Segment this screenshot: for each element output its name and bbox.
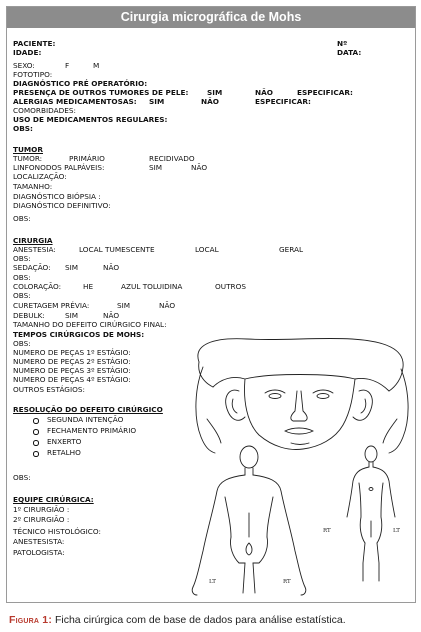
field-diagnostico-pre: DIAGNÓSTICO PRÉ OPERATÓRIO: <box>13 79 148 88</box>
form-title: Cirurgia micrográfica de Mohs <box>7 7 415 28</box>
front-body-drawing <box>347 446 395 581</box>
figure-caption <box>9 614 346 626</box>
field-cirurgiao-2: 2º CIRURGIÃO : <box>13 515 70 524</box>
field-patologista: PATOLOGISTA: <box>13 548 65 557</box>
tumor-heading: TUMOR <box>13 145 43 154</box>
head-map-drawing <box>196 338 408 453</box>
field-tamanho-defeito: TAMANHO DO DEFEITO CIRÚRGICO FINAL: <box>13 320 167 329</box>
field-alergias: ALERGIAS MEDICAMENTOSAS: <box>13 97 137 106</box>
option-azul-toluidina: AZUL TOLUIDINA <box>121 282 183 291</box>
option-presenca-sim: SIM <box>207 88 223 97</box>
field-anestesista: ANESTESISTA: <box>13 537 65 546</box>
option-enxerto: ENXERTO <box>47 437 82 446</box>
field-cirurgiao-1: 1º CIRURGIÃO : <box>13 505 70 514</box>
field-outros-estagios: OUTROS ESTÁGIOS: <box>13 385 85 394</box>
option-linfonodos-nao: NÃO <box>191 163 208 172</box>
field-data: DATA: <box>337 48 362 57</box>
option-sexo-m: M <box>93 61 100 70</box>
field-resolucao-obs: OBS: <box>13 473 31 482</box>
option-local-tumescente: LOCAL TUMESCENTE <box>79 245 155 254</box>
field-diagnostico-definitivo: DIAGNÓSTICO DEFINITIVO: <box>13 201 111 210</box>
field-tempos-cirurgicos: TEMPOS CIRÚRGICOS DE MOHS: <box>13 330 145 339</box>
option-segunda-intencao: SEGUNDA INTENÇÃO <box>47 415 124 424</box>
field-localizacao: LOCALIZAÇÃO: <box>13 172 67 181</box>
field-tempos-obs: OBS: <box>13 339 31 348</box>
field-paciente: PACIENTE: <box>13 39 56 48</box>
field-anestesia: ANESTESIA: <box>13 245 56 254</box>
field-anestesia-obs: OBS: <box>13 254 31 263</box>
label-lt-back: LT <box>209 579 216 585</box>
resolucao-heading: RESOLUÇÃO DO DEFEITO CIRÚRGICO <box>13 405 163 414</box>
option-local: LOCAL <box>195 245 219 254</box>
cirurgia-heading: CIRURGIA <box>13 236 53 245</box>
option-fechamento-primario: FECHAMENTO PRIMÁRIO <box>47 426 137 435</box>
option-primario: PRIMÁRIO <box>69 154 105 163</box>
back-body-drawing <box>192 446 306 595</box>
option-linfonodos-sim: SIM <box>149 163 163 172</box>
field-pecas-1: NUMERO DE PEÇAS 1º ESTÁGIO: <box>13 348 131 357</box>
field-fototipo: FOTOTIPO: <box>13 70 53 79</box>
field-debulk: DEBULK: <box>13 311 45 320</box>
field-idade: IDADE: <box>13 48 42 57</box>
field-coloracao-obs: OBS: <box>13 291 31 300</box>
form-frame <box>6 6 416 603</box>
option-he: HE <box>83 282 94 291</box>
field-sexo: SEXO: <box>13 61 35 70</box>
field-tumor-obs: OBS: <box>13 214 31 223</box>
option-debulk-sim: SIM <box>65 311 79 320</box>
field-comorbidades: COMORBIDADES: <box>13 106 76 115</box>
field-pecas-4: NUMERO DE PEÇAS 4º ESTÁGIO: <box>13 375 131 384</box>
field-curetagem: CURETAGEM PRÉVIA: <box>13 301 90 310</box>
option-sexo-f: F <box>65 61 70 70</box>
option-alergias-sim: SIM <box>149 97 165 106</box>
field-sedacao-obs: OBS: <box>13 273 31 282</box>
label-lt-small: LT <box>393 528 400 534</box>
equipe-heading: EQUIPE CIRÚRGICA: <box>13 495 94 504</box>
option-curetagem-nao: NÃO <box>159 301 176 310</box>
field-tecnico-histologico: TÉCNICO HISTOLÓGICO: <box>13 527 101 536</box>
field-pecas-3: NUMERO DE PEÇAS 3º ESTÁGIO: <box>13 366 131 375</box>
field-tamanho: TAMANHO: <box>13 182 53 191</box>
option-recidivado: RECIDIVADO <box>149 154 195 163</box>
label-rt-small: RT <box>323 528 331 534</box>
field-tumor: TUMOR: <box>13 154 43 163</box>
option-debulk-nao: NÃO <box>103 311 120 320</box>
field-sedacao: SEDAÇÃO: <box>13 263 51 272</box>
option-outros: OUTROS <box>215 282 246 291</box>
field-uso-medicamentos: USO DE MEDICAMENTOS REGULARES: <box>13 115 168 124</box>
option-curetagem-sim: SIM <box>117 301 131 310</box>
option-presenca-nao: NÃO <box>255 88 273 97</box>
field-coloracao: COLORAÇÃO: <box>13 282 62 291</box>
caption-label: Figura 1: <box>9 614 53 626</box>
caption-text: Ficha cirúrgica com de base de dados para análise estatística. <box>52 614 346 626</box>
option-retalho: RETALHO <box>47 448 81 457</box>
anatomy-diagram <box>7 7 416 603</box>
field-header-obs: OBS: <box>13 124 33 133</box>
label-rt-back: RT <box>283 579 291 585</box>
option-geral: GERAL <box>279 245 304 254</box>
option-sedacao-nao: NÃO <box>103 263 120 272</box>
field-presenca-especificar: ESPECIFICAR: <box>297 88 353 97</box>
option-alergias-nao: NÃO <box>201 97 219 106</box>
field-numero: Nº <box>337 39 348 48</box>
field-linfonodos: LINFONODOS PALPÁVEIS: <box>13 163 105 172</box>
field-alergias-especificar: ESPECIFICAR: <box>255 97 311 106</box>
field-diagnostico-biopsia: DIAGNÓSTICO BIÓPSIA : <box>13 192 101 201</box>
field-pecas-2: NUMERO DE PEÇAS 2º ESTÁGIO: <box>13 357 131 366</box>
option-sedacao-sim: SIM <box>65 263 79 272</box>
field-presenca-tumores: PRESENÇA DE OUTROS TUMORES DE PELE: <box>13 88 189 97</box>
